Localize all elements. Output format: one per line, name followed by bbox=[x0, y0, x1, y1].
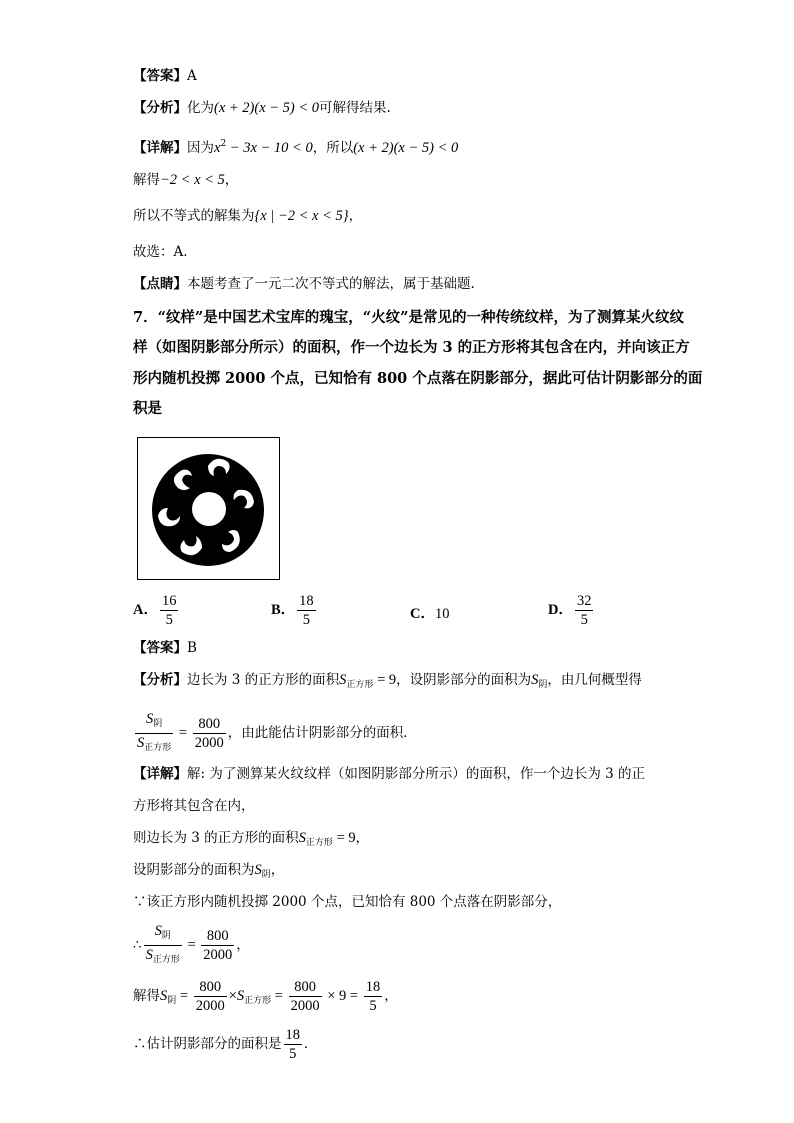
option-c-label: C． bbox=[410, 606, 435, 622]
option-c-value: 10 bbox=[434, 606, 450, 622]
solve-text: 解得 bbox=[133, 172, 160, 188]
probability-fraction: $\frac{800}{2000}$ bbox=[203, 928, 233, 963]
detail-line-7-4: 设阴影部分的面积为$S_阴$， bbox=[133, 862, 285, 880]
detail-ratio-line: ∴ $\frac{S_阴}{S_{正方形}}$ = $\frac{800}{2000}$ ， bbox=[133, 922, 250, 969]
numerator: 16 bbox=[161, 593, 177, 609]
question-7-line-2: 样（如图阴影部分所示）的面积，作一个边长为 3 的正方形将其包含在内，并向该正方 bbox=[133, 339, 690, 356]
option-c[interactable] bbox=[410, 602, 449, 623]
analysis-text-4: ，由此能估计阴影部分的面积． bbox=[227, 725, 417, 741]
comment-line bbox=[133, 274, 475, 294]
answer-line-7 bbox=[133, 638, 197, 658]
denominator: $S_{正方形}$ bbox=[137, 735, 172, 753]
answer-value: A bbox=[187, 68, 197, 84]
question-7-line-4: 积是 bbox=[133, 400, 162, 417]
comment-text: 本题考查了一元二次不等式的解法，属于基础题. bbox=[187, 276, 475, 292]
analysis-formula-line bbox=[133, 710, 417, 757]
numerator: $S_阴$ bbox=[135, 710, 173, 734]
therefore-symbol: ∴ bbox=[133, 937, 142, 953]
set-text: 所以不等式的解集为 bbox=[133, 208, 255, 224]
analysis-text-end: 可解得结果. bbox=[319, 100, 391, 116]
detail-line-6 bbox=[133, 134, 458, 158]
equals: = bbox=[175, 725, 191, 741]
exponent: 2 bbox=[220, 139, 227, 149]
denominator: 5 bbox=[302, 612, 311, 628]
option-a-label: A． bbox=[133, 601, 158, 618]
option-d-label: D． bbox=[548, 601, 573, 618]
detail-line-7-5: ∵该正方形内随机投掷 2000 个点，已知恰有 800 个点落在阴影部分， bbox=[133, 894, 562, 910]
estimate-fraction: $\frac{18}{5}$ bbox=[285, 1027, 300, 1062]
option-a-fraction bbox=[160, 592, 179, 629]
ratio-fraction: $\frac{S_阴}{S_{正方形}}$ bbox=[145, 923, 180, 965]
option-b-fraction bbox=[297, 592, 316, 629]
detail-text: 因为 bbox=[187, 140, 214, 156]
symbol-s: S bbox=[339, 672, 347, 688]
symbol-s: S bbox=[531, 672, 539, 688]
fire-pattern-figure bbox=[137, 437, 280, 580]
numerator: 18 bbox=[299, 593, 314, 609]
option-d-fraction bbox=[575, 592, 594, 629]
comma: ， bbox=[224, 172, 239, 188]
denominator: 5 bbox=[580, 612, 588, 628]
detail-line-7-1 bbox=[133, 764, 645, 784]
estimate-line: ∴估计阴影部分的面积是 $\frac{18}{5}$ ． bbox=[133, 1027, 318, 1062]
comment-tag: 【点睛】 bbox=[133, 276, 187, 292]
numerator: 32 bbox=[576, 593, 592, 609]
detail-tag: 【详解】 bbox=[133, 140, 187, 156]
inequality-2: (x + 2)(x − 5) < 0 bbox=[353, 140, 459, 156]
fire-pattern-image bbox=[138, 438, 279, 579]
option-b-label: B． bbox=[271, 601, 296, 618]
solution-set: {x | −2 < x < 5} bbox=[254, 208, 349, 224]
detail-line-7-2: 方形将其包含在内， bbox=[133, 798, 255, 814]
comma: ， bbox=[348, 208, 363, 224]
choice-line: 故选：A. bbox=[133, 244, 188, 260]
detail-text-2: ，所以 bbox=[312, 140, 354, 156]
range: −2 < x < 5 bbox=[160, 172, 225, 188]
analysis-text: 边长为 3 的正方形的面积 bbox=[187, 672, 340, 688]
solution-set-line bbox=[133, 206, 362, 226]
detail-line-7-3: 则边长为 3 的正方形的面积$S_{正方形} = 9$， bbox=[133, 830, 370, 848]
denominator: 5 bbox=[165, 612, 173, 628]
answer-value: B bbox=[187, 640, 197, 656]
analysis-text: 化为 bbox=[187, 100, 214, 116]
analysis-tag: 【分析】 bbox=[133, 672, 187, 688]
quadratic-x: x bbox=[214, 140, 221, 156]
analysis-line-6 bbox=[133, 98, 391, 118]
option-a[interactable] bbox=[133, 592, 180, 629]
analysis-tag: 【分析】 bbox=[133, 100, 187, 116]
quadratic-rest: − 3x − 10 < 0 bbox=[226, 140, 313, 156]
analysis-text-2: ，设阴影部分的面积为 bbox=[396, 672, 532, 688]
question-7-line-1: 7．“纹样”是中国艺术宝库的瑰宝，“火纹”是常见的一种传统纹样，为了测算某火纹纹 bbox=[133, 309, 684, 326]
solution-range-line bbox=[133, 170, 238, 190]
ratio-fraction bbox=[135, 710, 173, 757]
inequality: (x + 2)(x − 5) < 0 bbox=[214, 100, 320, 116]
detail-solve-line: 解得$S_阴$ = $\frac{800}{2000}$ $\times S_{正方形}$ = $\frac{800}{2000}$ × 9 = $\frac{18}{5}$ ， bbox=[133, 979, 398, 1014]
probability-fraction: $\frac{800}{2000}$ bbox=[194, 716, 224, 751]
equals-9: = 9 bbox=[373, 672, 397, 688]
analysis-line-7 bbox=[133, 670, 642, 695]
question-7-line-3: 形内随机投掷 2000 个点，已知恰有 800 个点落在阴影部分，据此可估计阴影部分的面 bbox=[133, 370, 703, 387]
detail-tag: 【详解】 bbox=[133, 766, 187, 782]
subscript: 阴 bbox=[538, 680, 548, 690]
option-b[interactable] bbox=[271, 592, 318, 629]
answer-tag: 【答案】 bbox=[133, 640, 187, 656]
answer-line-6 bbox=[133, 66, 197, 86]
subscript: 正方形 bbox=[346, 680, 374, 690]
analysis-text-3: ，由几何概型得 bbox=[547, 672, 642, 688]
answer-tag: 【答案】 bbox=[133, 68, 187, 84]
option-d[interactable] bbox=[548, 592, 595, 629]
detail-text: 解: 为了测算某火纹纹样（如图阴影部分所示）的面积，作一个边长为 3 的正 bbox=[187, 766, 646, 782]
